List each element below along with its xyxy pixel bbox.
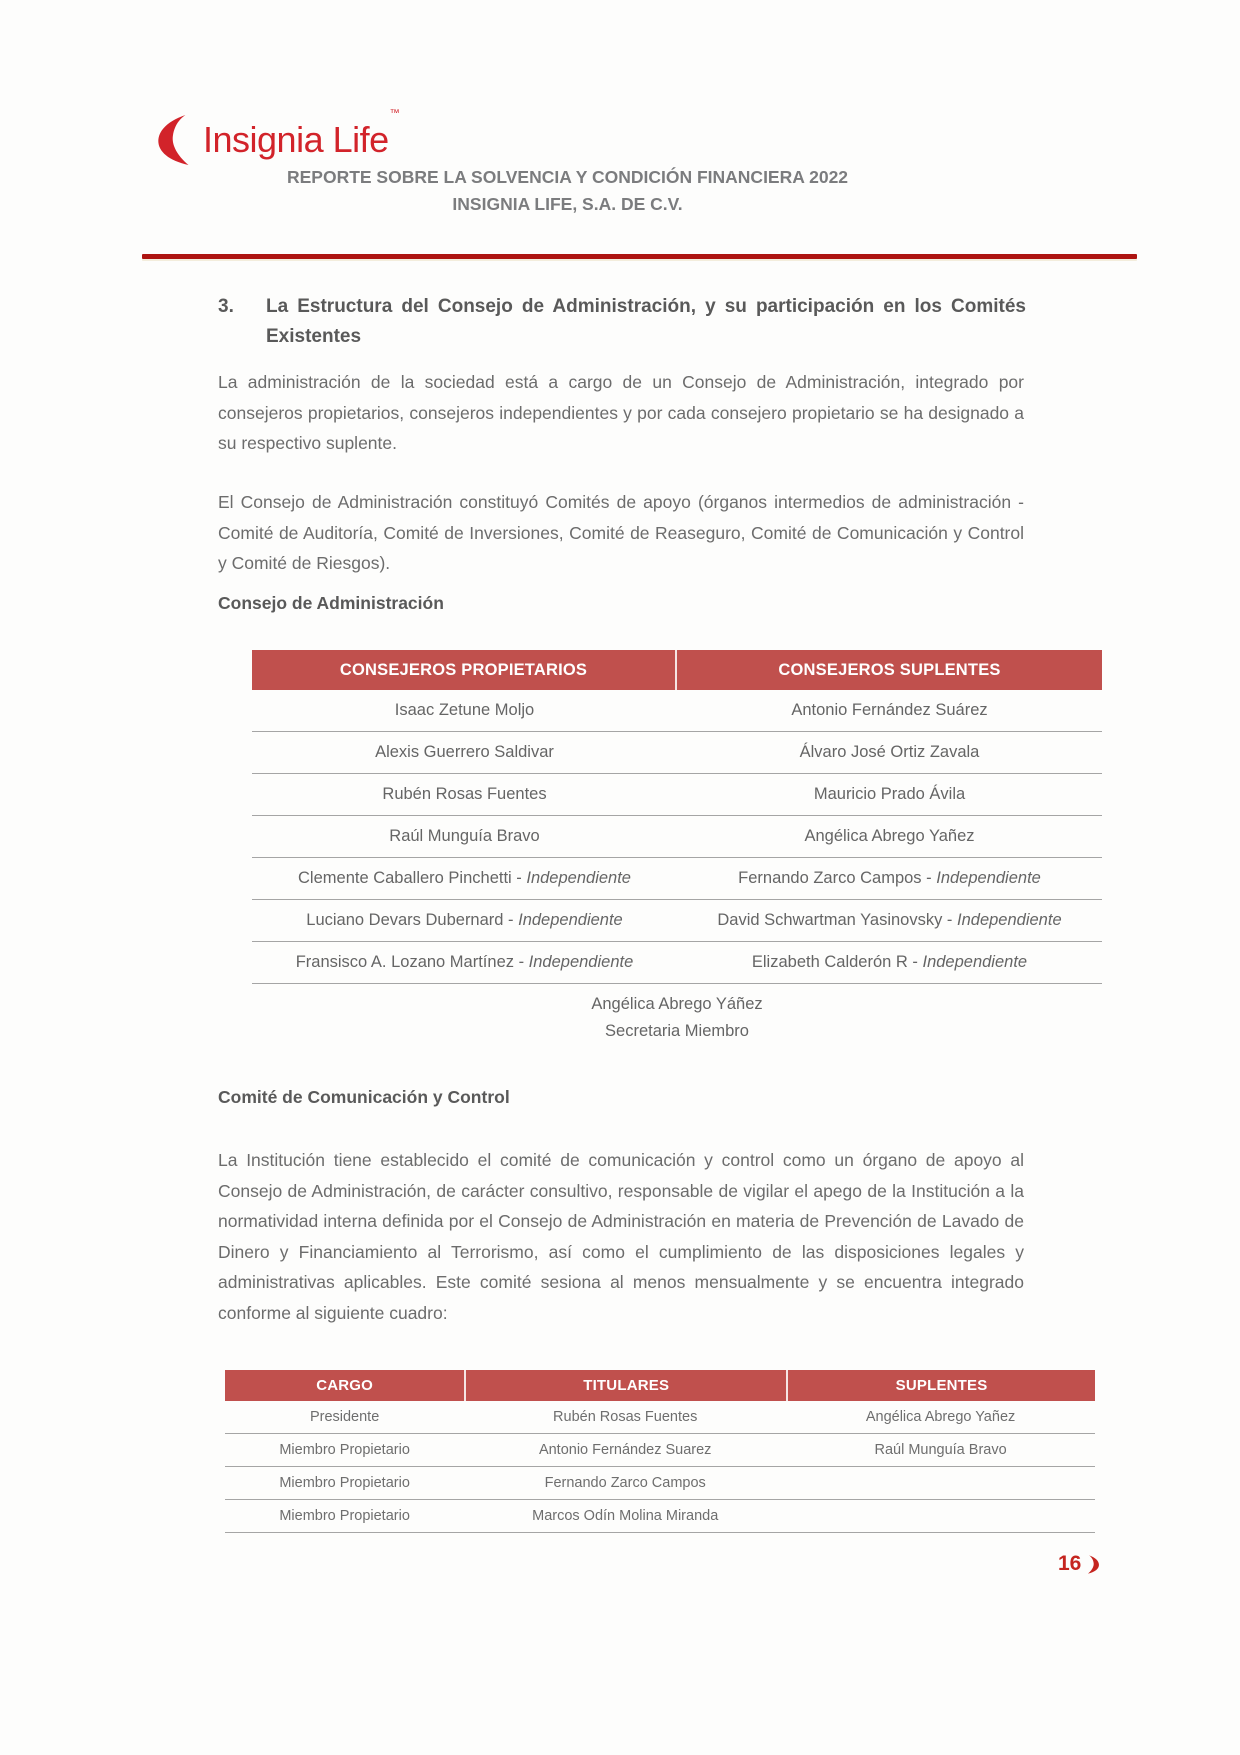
- cell-suplente: Angélica Abrego Yañez: [804, 827, 975, 845]
- cell-propietario: Clemente Caballero Pinchetti - Independiente: [298, 869, 631, 887]
- cell-titular: Rubén Rosas Fuentes: [553, 1409, 698, 1425]
- report-header: [145, 164, 990, 218]
- section-number: 3.: [218, 296, 234, 317]
- column-header-cargo: CARGO: [316, 1377, 374, 1394]
- table-row: [225, 1434, 1095, 1467]
- cell-suplente: Raúl Munguía Bravo: [874, 1442, 1007, 1458]
- cell-cargo: Miembro Propietario: [279, 1508, 410, 1524]
- cell-titular: Fernando Zarco Campos: [544, 1475, 706, 1491]
- cell-suplente: David Schwartman Yasinovsky - Independiente: [717, 911, 1062, 929]
- paragraph-comites-apoyo: El Consejo de Administración constituyó Comités de apoyo (órganos intermedios de administración - Comité de Auditoría, Comité de Inversiones, Comité de Reaseguro, Comité de Comunicación y Control y Comité de Riesgos).: [218, 492, 1024, 573]
- report-title-line1: REPORTE SOBRE LA SOLVENCIA Y CONDICIÓN FINANCIERA 2022: [286, 167, 849, 187]
- table-row: [252, 942, 1102, 984]
- section-heading: [218, 292, 1026, 352]
- crescent-page-icon: [1086, 1555, 1099, 1574]
- cell-propietario: Luciano Devars Dubernard - Independiente: [306, 911, 623, 929]
- table-row: [225, 1467, 1095, 1500]
- section-title: La Estructura del Consejo de Administración, y su participación en los Comités Existentes: [266, 296, 1026, 347]
- cell-propietario: Rubén Rosas Fuentes: [382, 785, 547, 803]
- header-rule: [142, 254, 1137, 259]
- cell-propietario: Isaac Zetune Moljo: [394, 701, 535, 719]
- page-number-value: 16: [1058, 1552, 1082, 1575]
- table-row: [252, 732, 1102, 774]
- cell-cargo: Miembro Propietario: [279, 1475, 410, 1491]
- column-header-propietarios: CONSEJEROS PROPIETARIOS: [252, 650, 677, 690]
- secretaria-role: Secretaria Miembro: [605, 1022, 749, 1040]
- trademark-symbol: ™: [389, 108, 400, 119]
- column-header-suplentes: SUPLENTES: [786, 1370, 1095, 1401]
- cell-suplente: Fernando Zarco Campos - Independiente: [738, 869, 1041, 887]
- table-row: [252, 816, 1102, 858]
- insignia-life-logo: [158, 108, 400, 166]
- consejo-heading: Consejo de Administración: [218, 593, 444, 613]
- cell-titular: Marcos Odín Molina Miranda: [532, 1508, 719, 1524]
- cell-suplente: Antonio Fernández Suárez: [791, 701, 988, 719]
- comite-heading: Comité de Comunicación y Control: [218, 1087, 510, 1107]
- paragraph-comite-intro: La Institución tiene establecido el comité de comunicación y control como un órgano de apoyo al Consejo de Administración, de carácter consultivo, responsable de vigilar el apego de la Institución a la normatividad interna definida por el Consejo de Administración en materia de Prevención de Lavado de Dinero y Financiamiento al Terrorismo, así como el cumplimiento de las disposiciones legales y administrativas aplicables. Este comité sesiona al menos mensualmente y se encuentra integrado conforme al siguiente cuadro:: [218, 1150, 1024, 1323]
- table-row: [252, 858, 1102, 900]
- comite-table-header: [225, 1370, 1095, 1401]
- cell-suplente: Elizabeth Calderón R - Independiente: [751, 953, 1028, 971]
- cell-propietario: Alexis Guerrero Saldivar: [375, 743, 554, 761]
- column-header-titulares: TITULARES: [464, 1370, 786, 1401]
- secretaria-name: Angélica Abrego Yáñez: [591, 995, 763, 1013]
- table-row: [252, 900, 1102, 942]
- table-row: [252, 690, 1102, 732]
- consejo-table-header: [252, 650, 1102, 690]
- table-row: [225, 1500, 1095, 1533]
- cell-suplente: Álvaro José Ortiz Zavala: [799, 743, 980, 761]
- report-title-line2: INSIGNIA LIFE, S.A. DE C.V.: [452, 194, 683, 214]
- crescent-icon: [158, 114, 194, 166]
- table-row: [252, 774, 1102, 816]
- cell-cargo: Presidente: [309, 1409, 380, 1425]
- comite-table: [225, 1370, 1095, 1533]
- column-header-suplentes: CONSEJEROS SUPLENTES: [778, 661, 1001, 679]
- cell-suplente: Angélica Abrego Yañez: [865, 1409, 1016, 1425]
- cell-cargo: Miembro Propietario: [279, 1442, 410, 1458]
- paragraph-administracion: La administración de la sociedad está a cargo de un Consejo de Administración, integrado por consejeros propietarios, consejeros independientes y por cada consejero propietario se ha designado a su respectivo suplente.: [218, 372, 1024, 453]
- cell-propietario: Fransisco A. Lozano Martínez - Independiente: [295, 953, 634, 971]
- table-row: [225, 1401, 1095, 1434]
- secretaria-row: [252, 984, 1102, 1045]
- cell-titular: Antonio Fernández Suarez: [538, 1442, 712, 1458]
- brand-name: Insignia Life: [203, 119, 389, 160]
- cell-propietario: Raúl Munguía Bravo: [389, 827, 540, 845]
- consejo-table: [252, 650, 1102, 1045]
- cell-suplente: Mauricio Prado Ávila: [813, 785, 966, 803]
- logo-text: [203, 108, 400, 160]
- page-number: [1058, 1552, 1099, 1576]
